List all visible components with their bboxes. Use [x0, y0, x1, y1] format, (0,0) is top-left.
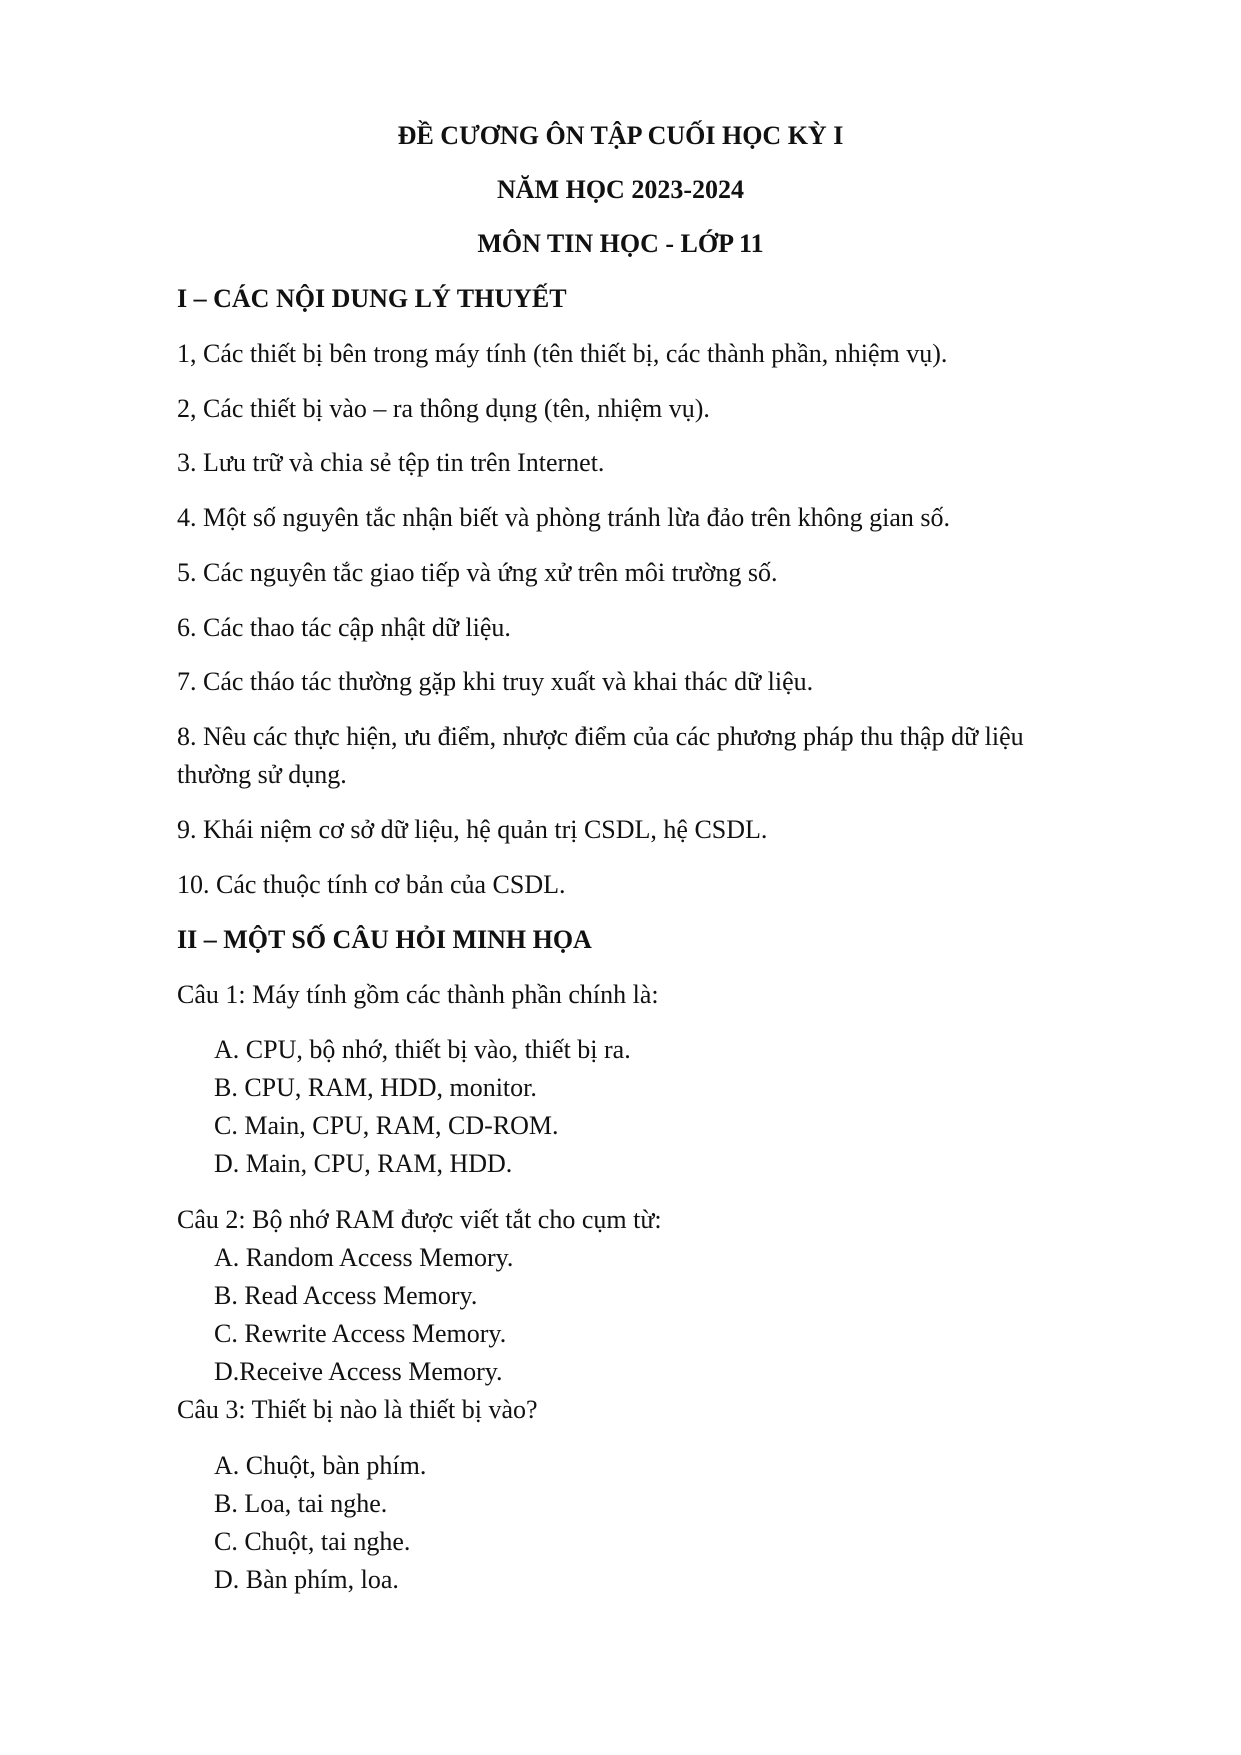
section-questions-heading: II – MỘT SỐ CÂU HỎI MINH HỌA: [177, 925, 592, 954]
theory-item: 1, Các thiết bị bên trong máy tính (tên thiết bị, các thành phần, nhiệm vụ).: [177, 339, 948, 368]
question-2-option-d: D.Receive Access Memory.: [214, 1357, 503, 1386]
theory-item: 5. Các nguyên tắc giao tiếp và ứng xử trên môi trường số.: [177, 558, 778, 587]
school-year: NĂM HỌC 2023-2024: [497, 175, 744, 204]
theory-item-continuation: thường sử dụng.: [177, 760, 347, 789]
question-3-option-a: A. Chuột, bàn phím.: [214, 1451, 427, 1480]
question-1-option-a: A. CPU, bộ nhớ, thiết bị vào, thiết bị ra.: [214, 1035, 631, 1064]
theory-item: 7. Các tháo tác thường gặp khi truy xuất và khai thác dữ liệu.: [177, 667, 814, 696]
section-theory-heading: I – CÁC NỘI DUNG LÝ THUYẾT: [177, 284, 567, 313]
theory-item: 10. Các thuộc tính cơ bản của CSDL.: [177, 870, 566, 899]
document-title: ĐỀ CƯƠNG ÔN TẬP CUỐI HỌC KỲ I: [397, 121, 844, 150]
question-2-option-b: B. Read Access Memory.: [214, 1281, 478, 1310]
question-2-option-c: C. Rewrite Access Memory.: [214, 1319, 507, 1348]
subject-grade: MÔN TIN HỌC - LỚP 11: [477, 229, 764, 258]
theory-item: 4. Một số nguyên tắc nhận biết và phòng tránh lừa đảo trên không gian số.: [177, 503, 950, 532]
question-2: Câu 2: Bộ nhớ RAM được viết tắt cho cụm từ:: [177, 1205, 662, 1234]
question-1-option-d: D. Main, CPU, RAM, HDD.: [214, 1149, 513, 1178]
theory-item: 8. Nêu các thực hiện, ưu điểm, nhược điểm của các phương pháp thu thập dữ liệu: [177, 722, 1024, 751]
question-1-option-b: B. CPU, RAM, HDD, monitor.: [214, 1073, 537, 1102]
question-2-option-a: A. Random Access Memory.: [214, 1243, 514, 1272]
theory-item: 6. Các thao tác cập nhật dữ liệu.: [177, 613, 511, 642]
question-3: Câu 3: Thiết bị nào là thiết bị vào?: [177, 1395, 538, 1424]
theory-item: 2, Các thiết bị vào – ra thông dụng (tên, nhiệm vụ).: [177, 394, 710, 423]
question-3-option-d: D. Bàn phím, loa.: [214, 1565, 399, 1594]
theory-item: 3. Lưu trữ và chia sẻ tệp tin trên Internet.: [177, 448, 605, 477]
question-3-option-c: C. Chuột, tai nghe.: [214, 1527, 411, 1556]
question-3-option-b: B. Loa, tai nghe.: [214, 1489, 388, 1518]
question-1: Câu 1: Máy tính gồm các thành phần chính là:: [177, 980, 659, 1009]
theory-item: 9. Khái niệm cơ sở dữ liệu, hệ quản trị CSDL, hệ CSDL.: [177, 815, 768, 844]
question-1-option-c: C. Main, CPU, RAM, CD-ROM.: [214, 1111, 559, 1140]
